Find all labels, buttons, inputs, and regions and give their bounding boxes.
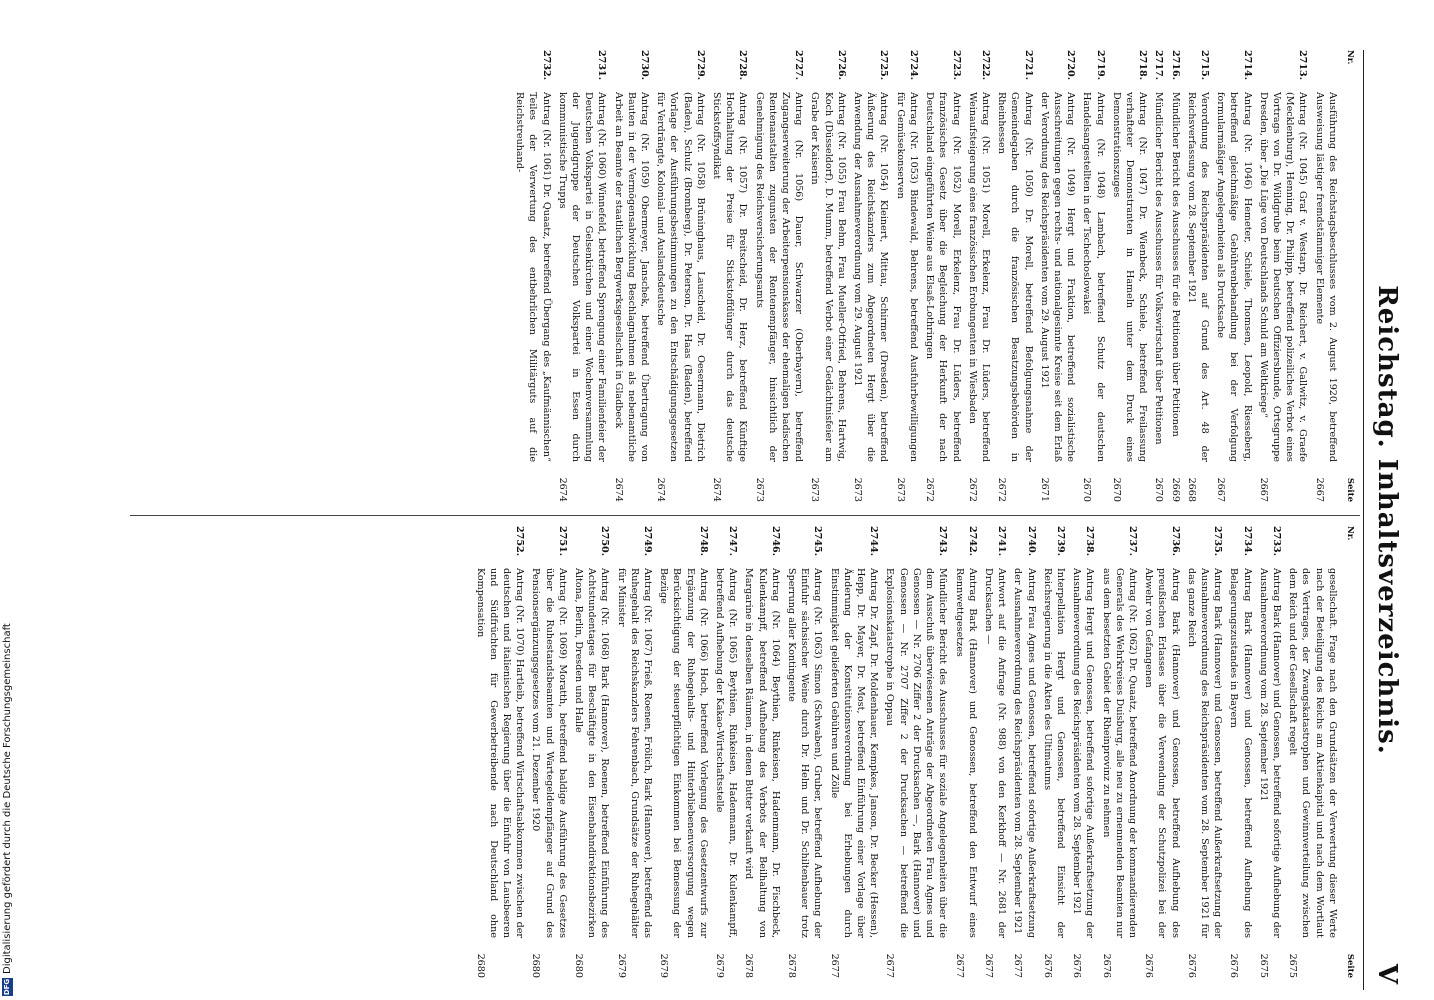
entry-page: 2676: [1041, 953, 1053, 978]
entry-text: Antrag (Nr. 1067) Frieß, Roenen, Frölich, Bark (Hannover), betreffend das Ruhegehalt des Reichskanzlers Fehrenbach, Grundsätze der Ruhegehälter für Minister: [615, 568, 654, 938]
entry-number: 2733.: [1270, 526, 1282, 557]
toc-entry: [808, 50, 848, 502]
entry-text: Antrag Bark (Hannover) und Genossen, betreffend Aufhebung des preußischen Erlasses über die Verwendung der Schutzpolizei bei der Abwehr von Gefangenen: [1143, 568, 1181, 938]
entry-number: 2738.: [1084, 526, 1096, 557]
entry-number: 2732.: [540, 50, 552, 81]
entry-page: 2675: [1287, 953, 1299, 978]
column-divider: [130, 515, 1360, 516]
page-label: Seite: [1345, 953, 1355, 978]
entry-text: Antrag (Nr. 1069) Moratth, betreffend baldige Ausführung des Gesetzes über die Ruhestandsbeamten und Wartegeldempfänger auf Grund des Pensionsergänzungsgesetzes vom 21. Dezember 1920: [530, 568, 568, 938]
toc-entry: [752, 50, 805, 502]
entry-page: 2676: [1228, 953, 1240, 978]
entry-text: Antrag (Nr. 1046) Hemeter, Schiele, Thomsen, Leopold, Riesseberg, betreffend gleichmäßige Gebührenbehandlung bei der Verfolgung formularmäßiger Angelegenheiten als Drucksache: [1215, 92, 1253, 462]
entry-page: 2673: [894, 477, 906, 502]
scanned-page: [110, 50, 1410, 990]
entry-text: Interpellation Hergt und Genossen, betreffend Einsicht der Reichsregierung in die Akten des Ultimatums: [1041, 568, 1066, 938]
entry-page: 2673: [852, 477, 864, 502]
toc-entry: [1011, 526, 1037, 978]
entry-page: 2673: [809, 477, 821, 502]
entry-text: Antrag (Nr. 1058) Brüninghaus, Lauscheid, Dr. Oesermann, Dietrich (Baden), Schulz (Bromberg), Dr. Peterson, Dr. Haas (Baden), betreffend Vorlage der Ausführungsbestimmungen zu den Entschädigungsgesetzen für Verdrängte, Kolonial- und Auslandsdeutsche: [655, 92, 706, 462]
entry-page: 2678: [743, 953, 755, 978]
entry-text: Antwort auf die Anfrage (Nr. 988) von den Kerkhoff — Nr. 2681 der Drucksachen —: [982, 568, 1008, 938]
toc-entry: [654, 50, 707, 502]
entry-number: 2741.: [996, 526, 1008, 557]
entry-number: 2729.: [694, 50, 706, 81]
entry-number: 2731.: [596, 50, 608, 81]
entry-text: Antrag (Nr. 1049) Hergt und Fraktion, betreffend sozialistische Ausschreitungen gegen rechts- und nationalgesinnte Kreise seit dem Erlaß der Verordnung des Reichspräsidenten vom 29. August 1921: [1038, 92, 1077, 462]
entry-text: Antrag (Nr. 1060) Winnefeld, betreffend Sprengung einer Familienfeier der Deutschen Volkspartei in Gelsenkirchen und einer Wochenversammlung der Jugendgruppe der Deutschen Volkspartei in Essen durch kommunistische Trupps: [556, 92, 608, 462]
entry-text: Antrag (Nr. 1047) Dr. Wienbeck, Schiele, betreffend Freilassung verhafteter Demonstranten in Hameln unter dem Druck eines Demonstrationszuges: [1110, 92, 1149, 462]
page-number: V: [1372, 963, 1402, 984]
toc-entry: [1312, 50, 1338, 502]
entry-number: 2748.: [697, 526, 709, 557]
entry-number: 2717.: [1153, 50, 1165, 81]
footer-text: Digitalisierung gefördert durch die Deutsche Forschungsgemeinschaft: [2, 623, 13, 974]
entry-number: 2721.: [1022, 50, 1034, 81]
entry-page: 2679: [658, 953, 670, 978]
entry-text: Antrag (Nr. 1048) Lambach, betreffend Schutz der deutschen Handelsangestellten in der Tschechoslowakei: [1081, 92, 1106, 462]
digitization-footer: [2, 0, 13, 996]
toc-entry: [1070, 526, 1096, 978]
entry-text: Antrag Dr. Zapf, Dr. Moldenhauer, Kempkes, Janson, Dr. Becker (Hessen), Hepp, Dr. Mayer, Dr. Most, betreffend Einführung einer Vorlage über Änderung der Konstitutionsverordnung bei Erhebungen durch Einstimmigkeit gelieferten Gebühren und Zölle: [828, 568, 880, 938]
entry-number: 2719.: [1094, 50, 1106, 81]
toc-entry: [742, 526, 782, 978]
entry-number: 2724.: [907, 50, 919, 81]
toc-entry: [1110, 50, 1150, 502]
entry-text: Antrag (Nr. 1062) Dr. Quaatz, betreffend Anordnung der kommandierenden Generals des Wehrkreises Duisburg, alle neu zu ernennenden Beamten nur aus dem besetzten Gebiet der Rheinprovinz zu nehmen: [1100, 568, 1138, 938]
entry-page: 2670: [1153, 477, 1165, 502]
toc-entry: [713, 526, 739, 978]
entry-text: Antrag Bark (Hannover) und Genossen, betreffend sofortige Aufhebung der Ausnahmeverordnung vom 28. September 1921: [1257, 568, 1282, 938]
entry-number: 2720.: [1065, 50, 1077, 81]
entry-number: 2715.: [1198, 50, 1210, 81]
toc-entry: [923, 50, 963, 502]
entry-text: Antrag (Nr. 1059) Obermeyer, Janschek, betreffend Übertragung von Bauten in der Vermögensabwicklung Beschlagnahmen als nebenamtliche Arbeit an Beamte der staatlichen Bergwerksgesellschaft in Gladbeck: [612, 92, 651, 462]
entry-number: 2747.: [727, 526, 739, 557]
entry-page: 2672: [996, 477, 1008, 502]
entry-text: Antrag (Nr. 1063) Simon (Schwaben), Gruber, betreffend Aufhebung der Einfuhr sächsischer Weine durch Dr. Helm und Dr. Schiltenbauer trotz Sperrung aller Kontingente: [786, 568, 824, 938]
nr-label: Nr.: [1345, 526, 1355, 541]
entry-text: Antrag (Nr. 1070) Hartleib, betreffend Wirtschaftsabkommen zwischen der deutschen und italienischen Regierung über die Einfuhr von Lausbeeren und Südfrüchten für Gewerbetreibende nach Deutschland ohne Kompensation: [474, 568, 526, 938]
entry-number: 2730.: [639, 50, 651, 81]
entry-number: 2725.: [878, 50, 890, 81]
entry-text: Antrag (Nr. 1066) Hoch, betreffend Vorlegung des Gesetzentwurfs zur Ergänzung der Ruhegehalts- und Hinterbliebenenversorgung wegen Berücksichtigung der steuerpflichtigen Einkommen bei Bemessung der Bezüge: [658, 568, 709, 938]
dfg-logo: DFG: [3, 978, 11, 996]
toc-entry: [995, 50, 1035, 502]
entry-text: Mündlicher Bericht des Ausschusses für Volkswirtschaft über Petitionen: [1153, 92, 1165, 445]
entry-page: 2678: [786, 953, 798, 978]
toc-entry: [883, 526, 949, 978]
entry-page: 2669: [1169, 477, 1181, 502]
entry-page: 2676: [1143, 953, 1155, 978]
entry-text: Antrag (Nr. 1068) Bark (Hannover), Roenen, betreffend Einführung des Achtstundentages für Beschäftigte in den Eisenbahndirektionsbezirken Altona, Berlin, Dresden und Halle: [573, 568, 611, 938]
entry-page: 2674: [655, 477, 667, 502]
entry-number: 2728.: [737, 50, 749, 81]
entry-text: Antrag (Nr. 1061) Dr. Quaatz, betreffend Übergang des „Kaufmännischen“ Teiles der Verwertung des entbehrlichen Militärguts auf die Reichstreuhand-: [514, 92, 552, 462]
entry-text: Antrag (Nr. 1055) Frau Behm, Frau Mueller-Otfried, Behrens, Hartwig, Koch (Düsseldorf), D. Mumm, betreffend Verbot einer Gedächtnisfeier am Grabe der Kaiserin: [809, 92, 847, 462]
entry-page: 2667: [1215, 477, 1227, 502]
entry-number: 2727.: [793, 50, 805, 81]
entry-page: 2675: [1257, 953, 1269, 978]
entry-page: 2677: [828, 953, 840, 978]
entry-number: 2746.: [769, 526, 781, 557]
toc-entry: [1185, 50, 1211, 502]
entry-number: 2718.: [1137, 50, 1149, 81]
entry-page: 2667: [1313, 477, 1325, 502]
entry-page: 2674: [711, 477, 723, 502]
entry-number: 2740.: [1025, 526, 1037, 557]
toc-entry: [657, 526, 710, 978]
right-column-header: [1343, 526, 1356, 978]
toc-entry: [1152, 50, 1165, 502]
entry-text: Antrag Hergt und Genossen, betreffend sofortige Außerkraftsetzung der Ausnahmeverordnung des Reichspräsidenten vom 28. September 1921: [1071, 568, 1096, 938]
entry-page: 2677: [884, 953, 896, 978]
entry-text: Antrag (Nr. 1052) Morell, Erkelenz, Frau Dr. Lüders, betreffend französisches Gesetz über die Begleichung der Herkunft der nach Deutschland eingeführten Weine aus Elsaß-Lothringen: [924, 92, 962, 462]
left-column: [510, 50, 1356, 502]
toc-entry: [785, 526, 825, 978]
toc-entry: [952, 526, 978, 978]
entry-text: Ausführung des Reichstagsbeschlusses vom 2. August 1920, betreffend Ausweisung lästiger fremdstämmiger Elemente: [1313, 92, 1338, 462]
entry-page: 2674: [556, 477, 568, 502]
toc-entry: [894, 50, 920, 502]
entry-text: Antrag (Nr. 1056) Dauer, Schwarzer (Oberbayern), betreffend Zugangserweiterung der Arbeiterpensionskasse der ehemaligen badischen Rentenanstalten zugunsten der Rentenempfänger, hinsichtlich der Genehmigung des Reichsversicherungsamts: [753, 92, 805, 462]
entry-number: 2739.: [1054, 526, 1066, 557]
toc-entry: [1286, 526, 1339, 978]
toc-entry: [1038, 50, 1078, 502]
entry-text: Antrag Bark (Hannover) und Genossen, betreffend den Entwurf eines Rennwettgesetzes: [953, 568, 978, 938]
entry-text: Mündlicher Bericht des Ausschusses für die Petitionen über Petitionen: [1169, 92, 1181, 437]
entry-number: 2736.: [1169, 526, 1181, 557]
toc-entry: [556, 50, 609, 502]
entry-page: 2670: [1081, 477, 1093, 502]
entry-number: 2722.: [979, 50, 991, 81]
entry-number: 2751.: [556, 526, 568, 557]
entry-page: 2676: [1185, 953, 1197, 978]
entry-page: 2676: [1071, 953, 1083, 978]
entry-page: 2674: [612, 477, 624, 502]
toc-entry: [529, 526, 569, 978]
page-header: [1363, 50, 1410, 990]
toc-entry: [827, 526, 880, 978]
entry-number: 2743.: [937, 526, 949, 557]
entry-number: 2742.: [966, 526, 978, 557]
toc-entry: [614, 526, 654, 978]
toc-entry: [1168, 50, 1181, 502]
entry-text: Antrag Frau Agnes und Genossen, betreffend sofortige Außerkraftsetzung der Ausnahmeverordnung des Reichspräsidenten vom 28. September 1921: [1012, 568, 1037, 938]
entry-number: [1312, 50, 1338, 92]
right-entry-list: [473, 526, 1338, 978]
entry-number: 2750.: [599, 526, 611, 557]
left-entry-list: [513, 50, 1339, 502]
toc-entry: [572, 526, 612, 978]
entry-page: 2677: [953, 953, 965, 978]
toc-entry: [473, 526, 526, 978]
toc-entry: [1185, 526, 1225, 978]
entry-text: Antrag Bark (Hannover) und Genossen, betreffend Aufhebung des Belagerungszustandes in Bayern: [1228, 568, 1253, 938]
entry-text: Antrag (Nr. 1045) Graf v. Westarp, Dr. Reichert, v. Gallwitz, v. Graefe (Mecklenburg), Henning, Dr. Philipp, betreffend polizeiliches Verbot eines Vortrags von Dr. Wildgrube beim Deutschen Offiziersbunde, Ortsgruppe Dresden, über „Die Lüge von Deutschlands Schuld am Weltkriege“: [1257, 92, 1309, 462]
entry-page: 2668: [1185, 477, 1197, 502]
entry-number: 2744.: [868, 526, 880, 557]
toc-entry: [1257, 50, 1310, 502]
toc-entry: [611, 50, 651, 502]
entry-number: 2735.: [1212, 526, 1224, 557]
toc-entry: [1257, 526, 1283, 978]
entry-text: Antrag (Nr. 1054) Kleinert, Mittau, Schirmer (Dresden), betreffend Äußerung des Reichskanzlers zum Abgeordneten Hergt über die Anwendung der Ausnahmeverordnung vom 29. August 1921: [852, 92, 890, 462]
entry-page: 2680: [474, 953, 486, 978]
entry-page: 2672: [924, 477, 936, 502]
entry-page: 2667: [1257, 477, 1269, 502]
toc-entry: [1214, 50, 1254, 502]
nr-label: Nr.: [1345, 50, 1355, 65]
entry-text: Antrag (Nr. 1065) Beythien, Rinkeisen, Hadenmann, Dr. Kulenkampff, betreffend Aufhebung der Kakao-Wirtschaftsstelle: [714, 568, 739, 938]
entry-page: 2673: [753, 477, 765, 502]
entry-page: 2677: [982, 953, 994, 978]
entry-number: 2723.: [950, 50, 962, 81]
toc-entry: [1080, 50, 1106, 502]
toc-entry: [1041, 526, 1067, 978]
entry-text: Antrag Bark (Hannover) und Genossen, betreffend Außerkraftsetzung der Ausnahmeverordnung des Reichspräsidenten vom 28. September 1921 für das ganze Reich: [1185, 568, 1224, 938]
entry-text: Antrag (Nr. 1050) Dr. Morell, betreffend Befolgungsnahme der Gemeindegaben durch die französischen Besatzungsbehörden in Rheinhessen: [996, 92, 1034, 462]
entry-number: 2749.: [642, 526, 654, 557]
toc-entry: [513, 50, 553, 502]
entry-number: 2726.: [835, 50, 847, 81]
entry-text: Antrag (Nr. 1064) Beythien, Rinkeisen, Hadenmann, Dr. Fischbeck, Kulenkampff, betreffend Aufhebung des Verbots der Beilhaltung von Margarine in denselben Räumen, in denen Butter verkauft wird: [743, 568, 781, 938]
entry-page: 2680: [573, 953, 585, 978]
entry-number: 2737.: [1126, 526, 1138, 557]
entry-page: 2680: [530, 953, 542, 978]
entry-page: 2677: [1012, 953, 1024, 978]
entry-number: 2745.: [812, 526, 824, 557]
entry-number: 2714.: [1241, 50, 1253, 81]
toc-entry: [1142, 526, 1182, 978]
left-column-header: [1343, 50, 1356, 502]
entry-page: 2679: [714, 953, 726, 978]
toc-entry: [1099, 526, 1139, 978]
entry-number: 2716.: [1169, 50, 1181, 81]
toc-entry: [1227, 526, 1253, 978]
entry-page: 2670: [1110, 477, 1122, 502]
toc-entry: [966, 50, 992, 502]
right-column: [470, 526, 1356, 978]
toc-entry: [710, 50, 750, 502]
page-title: Reichstag. Inhaltsverzeichnis.: [1372, 285, 1402, 755]
entry-text: Antrag (Nr. 1053) Bindewald, Behrens, betreffend Ausfuhrbewilligungen für Gemüsekonserven: [894, 92, 919, 462]
entry-text: Antrag (Nr. 1057) Dr. Breitscheid, Dr. Herz, betreffend Künftige Hochhaltung der Preise für Stickstoffdünger durch das deutsche Stickstoffsyndikat: [711, 92, 749, 462]
page-label: Seite: [1345, 477, 1355, 502]
toc-entry: [982, 526, 1008, 978]
entry-text: Antrag (Nr. 1051) Morell, Erkelenz, Frau Dr. Lüders, betreffend Weinaufsteigerung eines französischen Erobungenten in Wiesbaden: [966, 92, 991, 462]
entry-number: [1286, 526, 1339, 568]
entry-text: Verordnung des Reichspräsidenten auf Grund des Art. 48 der Reichsverfassung vom 28. September 1921: [1185, 92, 1210, 462]
entry-text: gesellschaft. Frage nach den Grundsätzen der Verwertung dieser Werte nach der Beteiligung des Reichs am Aktienkapital und nach dem Wortlaut des Vertrages, der Zwangskatastrophen und Gewinnverteilung zwischen dem Reich und der Gesellschaft regelt: [1287, 568, 1338, 938]
toc-entry: [851, 50, 891, 502]
entry-page: 2671: [1038, 477, 1050, 502]
entry-number: 2752.: [514, 526, 526, 557]
entry-page: 2676: [1100, 953, 1112, 978]
entry-page: 2679: [615, 953, 627, 978]
entry-number: 2734.: [1241, 526, 1253, 557]
entry-page: 2672: [966, 477, 978, 502]
entry-text: Mündlicher Bericht des Ausschusses für soziale Angelegenheiten über die dem Ausschuß überwiesenen Anträge der Abgeordneten Frau Agnes und Genossen — Nr. 2706 Ziffer 2 der Drucksachen —, Bark (Hannover) und Genossen — Nr. 2707 Ziffer 2 der Drucksachen — betreffend die Explosionskatastrophe in Oppau: [884, 568, 949, 938]
entry-number: 2713.: [1297, 50, 1309, 81]
